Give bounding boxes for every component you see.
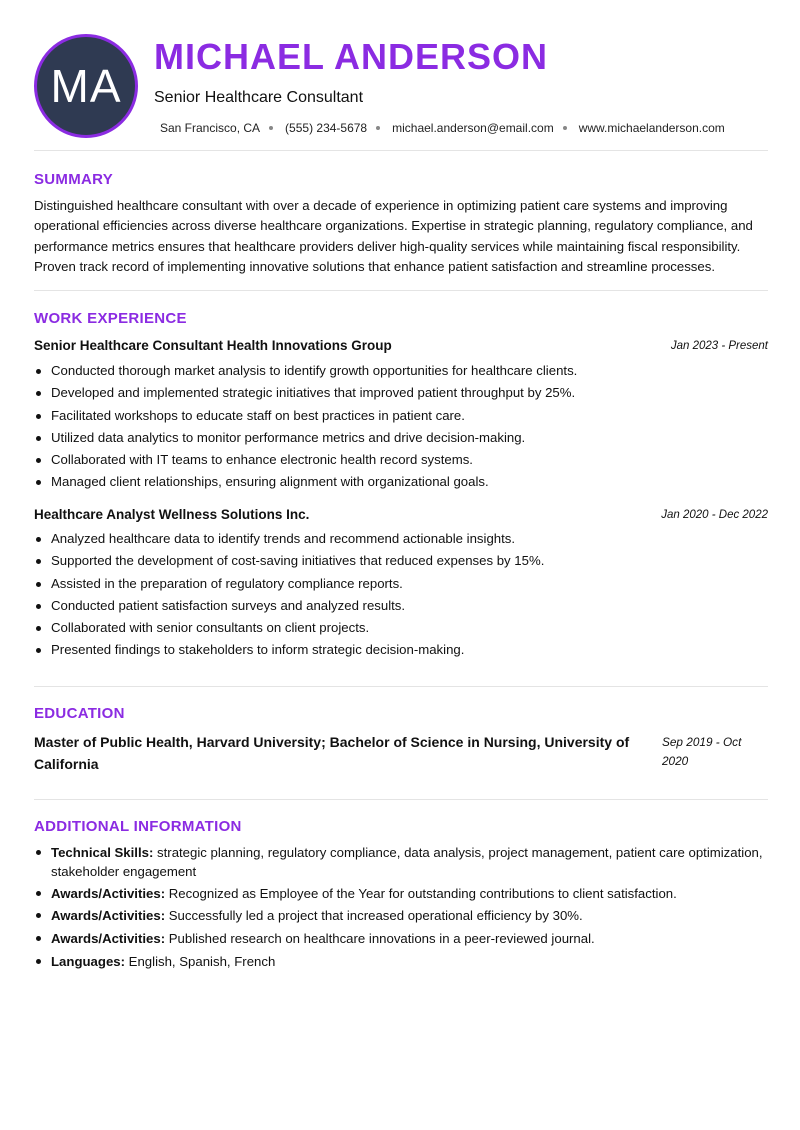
info-text: Recognized as Employee of the Year for outstanding contributions to client satisfaction. <box>165 886 677 902</box>
contact-location: San Francisco, CA <box>160 121 261 135</box>
info-text: strategic planning, regulatory compliance, data analysis, project management, patient care optimization, stakeholder engagement <box>51 845 763 879</box>
info-label: Awards/Activities: <box>51 930 166 946</box>
additional-information-heading: ADDITIONAL INFORMATION <box>34 818 242 835</box>
job-bullet: Analyzed healthcare data to identify trends and recommend actionable insights. <box>51 528 771 550</box>
info-text: Published research on healthcare innovations in a peer-reviewed journal. <box>165 930 595 946</box>
job-bullet: Presented findings to stakeholders to inform strategic decision-making. <box>51 639 771 661</box>
contact-separator-dot <box>269 126 273 130</box>
info-item <box>51 843 771 881</box>
contact-email: michael.anderson@email.com <box>392 121 554 135</box>
job-bullet: Collaborated with IT teams to enhance electronic health record systems. <box>51 449 771 471</box>
job-bullet: Developed and implemented strategic initiatives that improved patient throughput by 25%. <box>51 382 771 404</box>
job-bullets <box>34 360 771 494</box>
info-text: Successfully led a project that increased operational efficiency by 30%. <box>165 908 583 924</box>
section-divider <box>34 290 768 291</box>
candidate-headline: Senior Healthcare Consultant <box>154 89 364 106</box>
info-item <box>51 884 771 903</box>
work-experience-heading: WORK EXPERIENCE <box>34 310 187 327</box>
job-bullet: Managed client relationships, ensuring alignment with organizational goals. <box>51 471 771 493</box>
section-divider <box>34 150 768 151</box>
info-item <box>51 906 771 925</box>
section-divider <box>34 799 768 800</box>
avatar <box>34 34 138 138</box>
resume-header <box>34 34 768 138</box>
summary-heading: SUMMARY <box>34 171 114 188</box>
job-title: Healthcare Analyst Wellness Solutions Inc. <box>34 507 310 522</box>
job-title: Senior Healthcare Consultant Health Innovations Group <box>34 338 392 353</box>
info-text: English, Spanish, French <box>125 953 276 969</box>
info-label: Awards/Activities: <box>51 886 166 902</box>
job-dates: Jan 2023 - Present <box>670 340 768 352</box>
job-bullet: Collaborated with senior consultants on client projects. <box>51 617 771 639</box>
contact-line <box>160 121 725 135</box>
info-item <box>51 929 771 948</box>
section-divider <box>34 686 768 687</box>
contact-separator-dot <box>376 126 380 130</box>
job-bullet: Conducted thorough market analysis to identify growth opportunities for healthcare clients. <box>51 360 771 382</box>
summary-text: Distinguished healthcare consultant with over a decade of experience in optimizing patient care systems and improving operational efficiencies across diverse healthcare organizations. Expertise in strategic planning, regulatory compliance, and performance metrics ensures that healthcare providers deliver high-quality services while maintaining fiscal responsibility. Proven track record of implementing innovative solutions that enhance patient satisfaction and streamline processes. <box>34 198 753 275</box>
info-label: Technical Skills: <box>51 845 154 860</box>
contact-website: www.michaelanderson.com <box>578 121 725 135</box>
job-header <box>34 338 768 358</box>
job-header <box>34 507 768 527</box>
additional-information-list <box>34 843 771 974</box>
info-item <box>51 952 771 971</box>
job-dates: Jan 2020 - Dec 2022 <box>661 509 768 521</box>
avatar-initials: MA <box>50 60 122 112</box>
education-degree: Master of Public Health, Harvard University; Bachelor of Science in Nursing, University of California <box>34 734 630 772</box>
job-bullet: Utilized data analytics to monitor performance metrics and drive decision-making. <box>51 427 771 449</box>
info-label: Awards/Activities: <box>51 908 166 924</box>
education-dates: Sep 2019 - Oct 2020 <box>662 735 742 768</box>
job-bullet: Assisted in the preparation of regulatory compliance reports. <box>51 573 771 595</box>
job-bullets <box>34 528 771 662</box>
job-bullet: Supported the development of cost-saving initiatives that reduced expenses by 15%. <box>51 550 771 572</box>
info-label: Languages: <box>51 953 126 969</box>
education-heading: EDUCATION <box>34 705 125 722</box>
contact-separator-dot <box>563 126 567 130</box>
candidate-name: MICHAEL ANDERSON <box>154 36 549 77</box>
job-bullet: Conducted patient satisfaction surveys and analyzed results. <box>51 595 771 617</box>
contact-phone: (555) 234-5678 <box>285 121 368 135</box>
job-bullet: Facilitated workshops to educate staff on best practices in patient care. <box>51 405 771 427</box>
